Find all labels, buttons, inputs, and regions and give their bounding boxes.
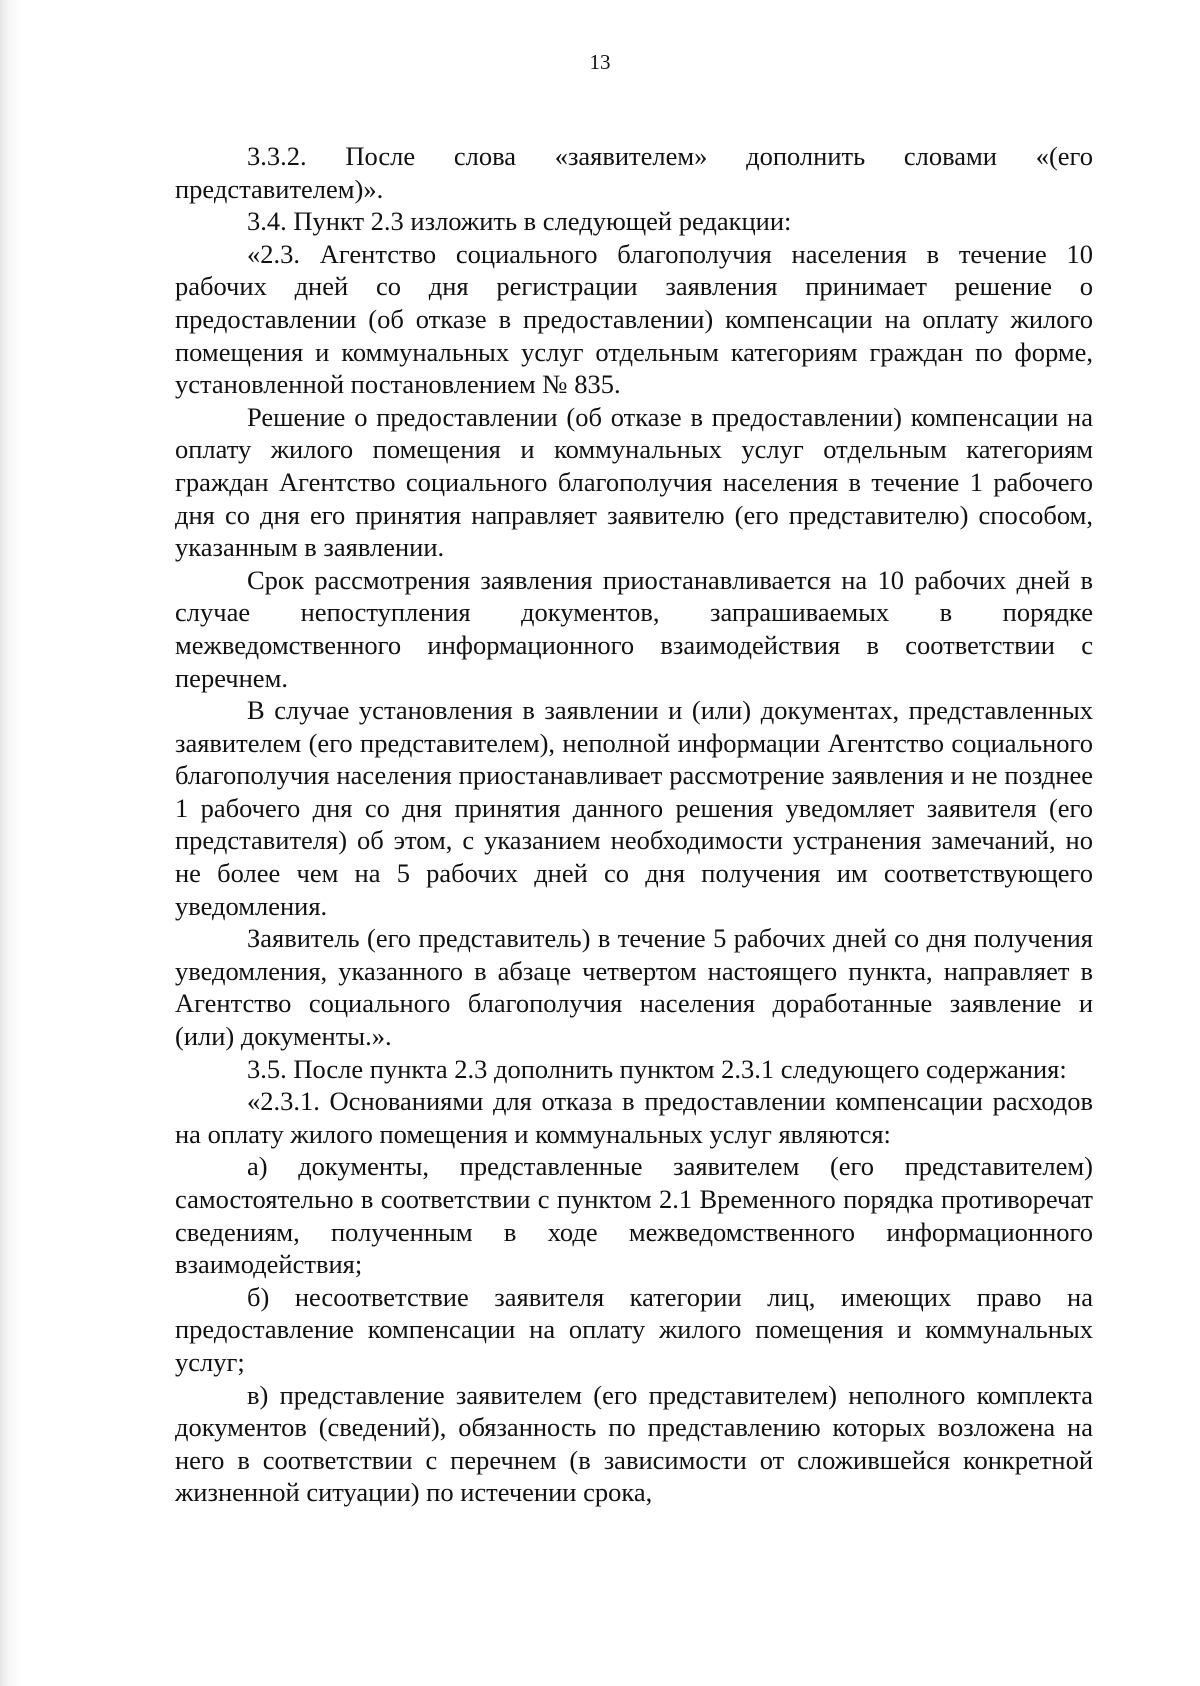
list-item-a: а) документы, представленные заявителем (его представителем) самостоятельно в соответствии с пунктом 2.1 Временного порядка противоречат сведениям, полученным в ходе межведомственного информационного взаимодействия; [175,1151,1093,1280]
paragraph-3-3-2: 3.3.2. После слова «заявителем» дополнить словами «(его представителем)». [175,141,1093,204]
list-item-b: б) несоответствие заявителя категории лиц, имеющих право на предоставление компенсации на оплату жилого помещения и коммунальных услуг; [175,1281,1093,1377]
document-body [175,140,1093,1509]
paragraph-suspension-term: Срок рассмотрения заявления приостанавливается на 10 рабочих дней в случае непоступления документов, запрашиваемых в порядке межведомственного информационного взаимодействия в соответствии с перечнем. [175,564,1093,693]
paragraph-3-5: 3.5. После пункта 2.3 дополнить пунктом 2.3.1 следующего содержания: [247,1053,1067,1084]
scan-edge-shadow [0,0,22,1686]
paragraph-incomplete-info: В случае установления в заявлении и (или) документах, представленных заявителем (его представителем), неполной информации Агентство социального благополучия населения приостанавливает рассмотрение заявления и не позднее 1 рабочего дня со дня принятия данного решения уведомляет заявителя (его представителя) об этом, с указанием необходимости устранения замечаний, но не более чем на 5 рабочих дней со дня получения им соответствующего уведомления. [175,695,1093,921]
paragraph-decision: Решение о предоставлении (об отказе в предоставлении) компенсации на оплату жилого помещения и коммунальных услуг отдельным категориям граждан Агентство социального благополучия населения в течение 1 рабочего дня со дня его принятия направляет заявителю (его представителю) способом, указанным в заявлении. [175,401,1093,563]
list-item-v: в) представление заявителем (его представителем) неполного комплекта документов (сведений), обязанность по представлению которых возложена на него в соответствии с перечнем (в зависимости от сложившейся конкретной жизненной ситуации) по истечении срока, [175,1379,1093,1508]
paragraph-2-3: «2.3. Агентство социального благополучия населения в течение 10 рабочих дней со дня регистрации заявления принимает решение о предоставлении (об отказе в предоставлении) компенсации на оплату жилого помещения и коммунальных услуг отдельным категориям граждан по форме, установленной постановлением № 835. [175,238,1093,400]
paragraph-applicant-resubmit: Заявитель (его представитель) в течение 5 рабочих дней со дня получения уведомления, указанного в абзаце четвертом настоящего пункта, направляет в Агентство социального благополучия населения доработанные заявление и (или) документы.». [175,923,1093,1052]
page-number: 13 [589,50,611,74]
paragraph-3-4: 3.4. Пункт 2.3 изложить в следующей редакции: [247,206,792,237]
paragraph-2-3-1: «2.3.1. Основаниями для отказа в предоставлении компенсации расходов на оплату жилого помещения и коммунальных услуг являются: [175,1086,1093,1149]
